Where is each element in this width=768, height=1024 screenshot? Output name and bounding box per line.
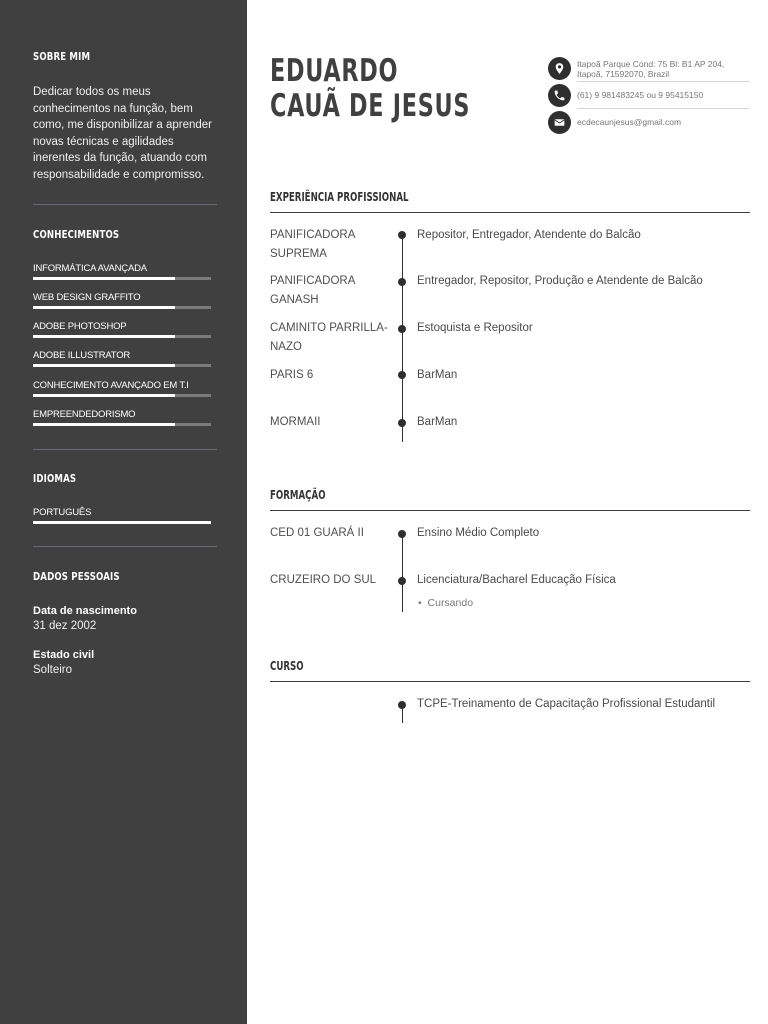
birth-value: 31 dez 2002 [33, 620, 97, 632]
skill-bar [33, 394, 211, 397]
location-pin-icon [548, 57, 571, 80]
skill-bar [33, 335, 211, 338]
name-line-2: CAUÃ DE JESUS [270, 88, 471, 124]
skill-label: EMPREENDEDORISMO [33, 409, 136, 420]
skill-item [33, 350, 211, 367]
civil-status-value: Solteiro [33, 664, 72, 676]
education-note-text: Cursando [427, 597, 474, 609]
skills-heading: CONHECIMENTOS [33, 228, 120, 241]
contact-divider [577, 81, 749, 82]
education-course: Ensino Médio Completo [417, 527, 540, 539]
phone-text: (61) 9 981483245 ou 9 95415150 [577, 90, 704, 100]
experience-company: PANIFICADORA SUPREMA [270, 229, 355, 260]
name-line-1: EDUARDO [270, 53, 399, 89]
skill-label: CONHECIMENTO AVANÇADO EM T.I [33, 380, 189, 391]
experience-heading: EXPERIÊNCIA PROFISSIONAL [270, 190, 409, 204]
experience-role: BarMan [417, 416, 458, 428]
education-school: CED 01 GUARÁ II [270, 527, 364, 539]
experience-role: BarMan [417, 369, 458, 381]
section-rule [270, 510, 750, 511]
skill-bar-fill [33, 364, 175, 367]
education-course: Licenciatura/Bacharel Educação Física [417, 574, 616, 586]
section-rule [270, 212, 750, 213]
skill-bar-fill [33, 394, 175, 397]
divider [33, 546, 217, 547]
contact-divider [577, 108, 749, 109]
sidebar [0, 0, 247, 1024]
timeline-dot [398, 419, 406, 427]
language-label: PORTUGUÊS [33, 507, 92, 518]
skill-label: INFORMÁTICA AVANÇADA [33, 263, 147, 274]
candidate-name [270, 54, 470, 124]
skill-bar-fill [33, 423, 175, 426]
divider [33, 449, 217, 450]
education-heading: FORMAÇÃO [270, 488, 326, 502]
address-line-2: Itapoã, 71592070, Brazil [577, 69, 670, 79]
timeline-dot [398, 701, 406, 709]
section-rule [270, 681, 750, 682]
experience-company: MORMAII [270, 416, 321, 428]
contact-address [548, 57, 750, 81]
skill-bar [33, 277, 211, 280]
education-school: CRUZEIRO DO SUL [270, 574, 377, 586]
divider [33, 204, 217, 205]
skill-label: ADOBE ILLUSTRATOR [33, 350, 131, 361]
language-bar-fill [33, 521, 211, 524]
language-bar [33, 521, 211, 524]
address-text [577, 59, 749, 79]
education-note: • Cursando [418, 597, 474, 609]
skill-label: WEB DESIGN GRAFFITO [33, 292, 141, 303]
birth-label: Data de nascimento [33, 605, 137, 617]
skill-item [33, 409, 211, 426]
skill-bar-fill [33, 335, 175, 338]
timeline-line [402, 234, 403, 442]
courses-heading: CURSO [270, 659, 304, 673]
experience-company: PANIFICADORA GANASH [270, 275, 355, 306]
experience-company: CAMINITO PARRILLA-NAZO [270, 322, 388, 353]
skill-bar [33, 423, 211, 426]
course-name: TCPE-Treinamento de Capacitação Profissional Estudantil [417, 698, 716, 710]
skill-item [33, 263, 211, 280]
timeline-dot [398, 530, 406, 538]
timeline-dot [398, 231, 406, 239]
email-text[interactable]: ecdecaunjesus@gmail.com [577, 117, 682, 127]
experience-company: PARIS 6 [270, 369, 314, 381]
experience-role: Repositor, Entregador, Atendente do Balcão [417, 229, 641, 241]
email-icon [548, 111, 571, 134]
skill-label: ADOBE PHOTOSHOP [33, 321, 127, 332]
languages-heading: IDIOMAS [33, 472, 77, 485]
contact-phone [548, 84, 750, 108]
timeline-line [402, 532, 403, 612]
about-heading: SOBRE MIM [33, 50, 91, 63]
civil-status-label: Estado civil [33, 649, 95, 661]
timeline-dot [398, 325, 406, 333]
skill-item [33, 292, 211, 309]
timeline-dot [398, 278, 406, 286]
contact-email [548, 111, 750, 135]
skill-bar-fill [33, 306, 175, 309]
experience-role: Entregador, Repositor, Produção e Atendente de Balcão [417, 275, 703, 287]
timeline-dot [398, 577, 406, 585]
language-item [33, 507, 211, 524]
phone-icon [548, 84, 571, 107]
skill-bar [33, 364, 211, 367]
about-text: Dedicar todos os meus conhecimentos na função, bem como, me disponibilizar a aprender novas técnicas e agilidades inerentes da função, atuando com responsabilidade e compromisso. [33, 86, 212, 181]
experience-role: Estoquista e Repositor [417, 322, 533, 334]
address-line-1: Itapoã Parque Cond: 75 Bl: B1 AP 204, [577, 59, 725, 69]
skill-item [33, 321, 211, 338]
skill-bar [33, 306, 211, 309]
skill-item [33, 380, 211, 397]
skill-bar-fill [33, 277, 175, 280]
timeline-dot [398, 371, 406, 379]
personal-heading: DADOS PESSOAIS [33, 570, 120, 583]
